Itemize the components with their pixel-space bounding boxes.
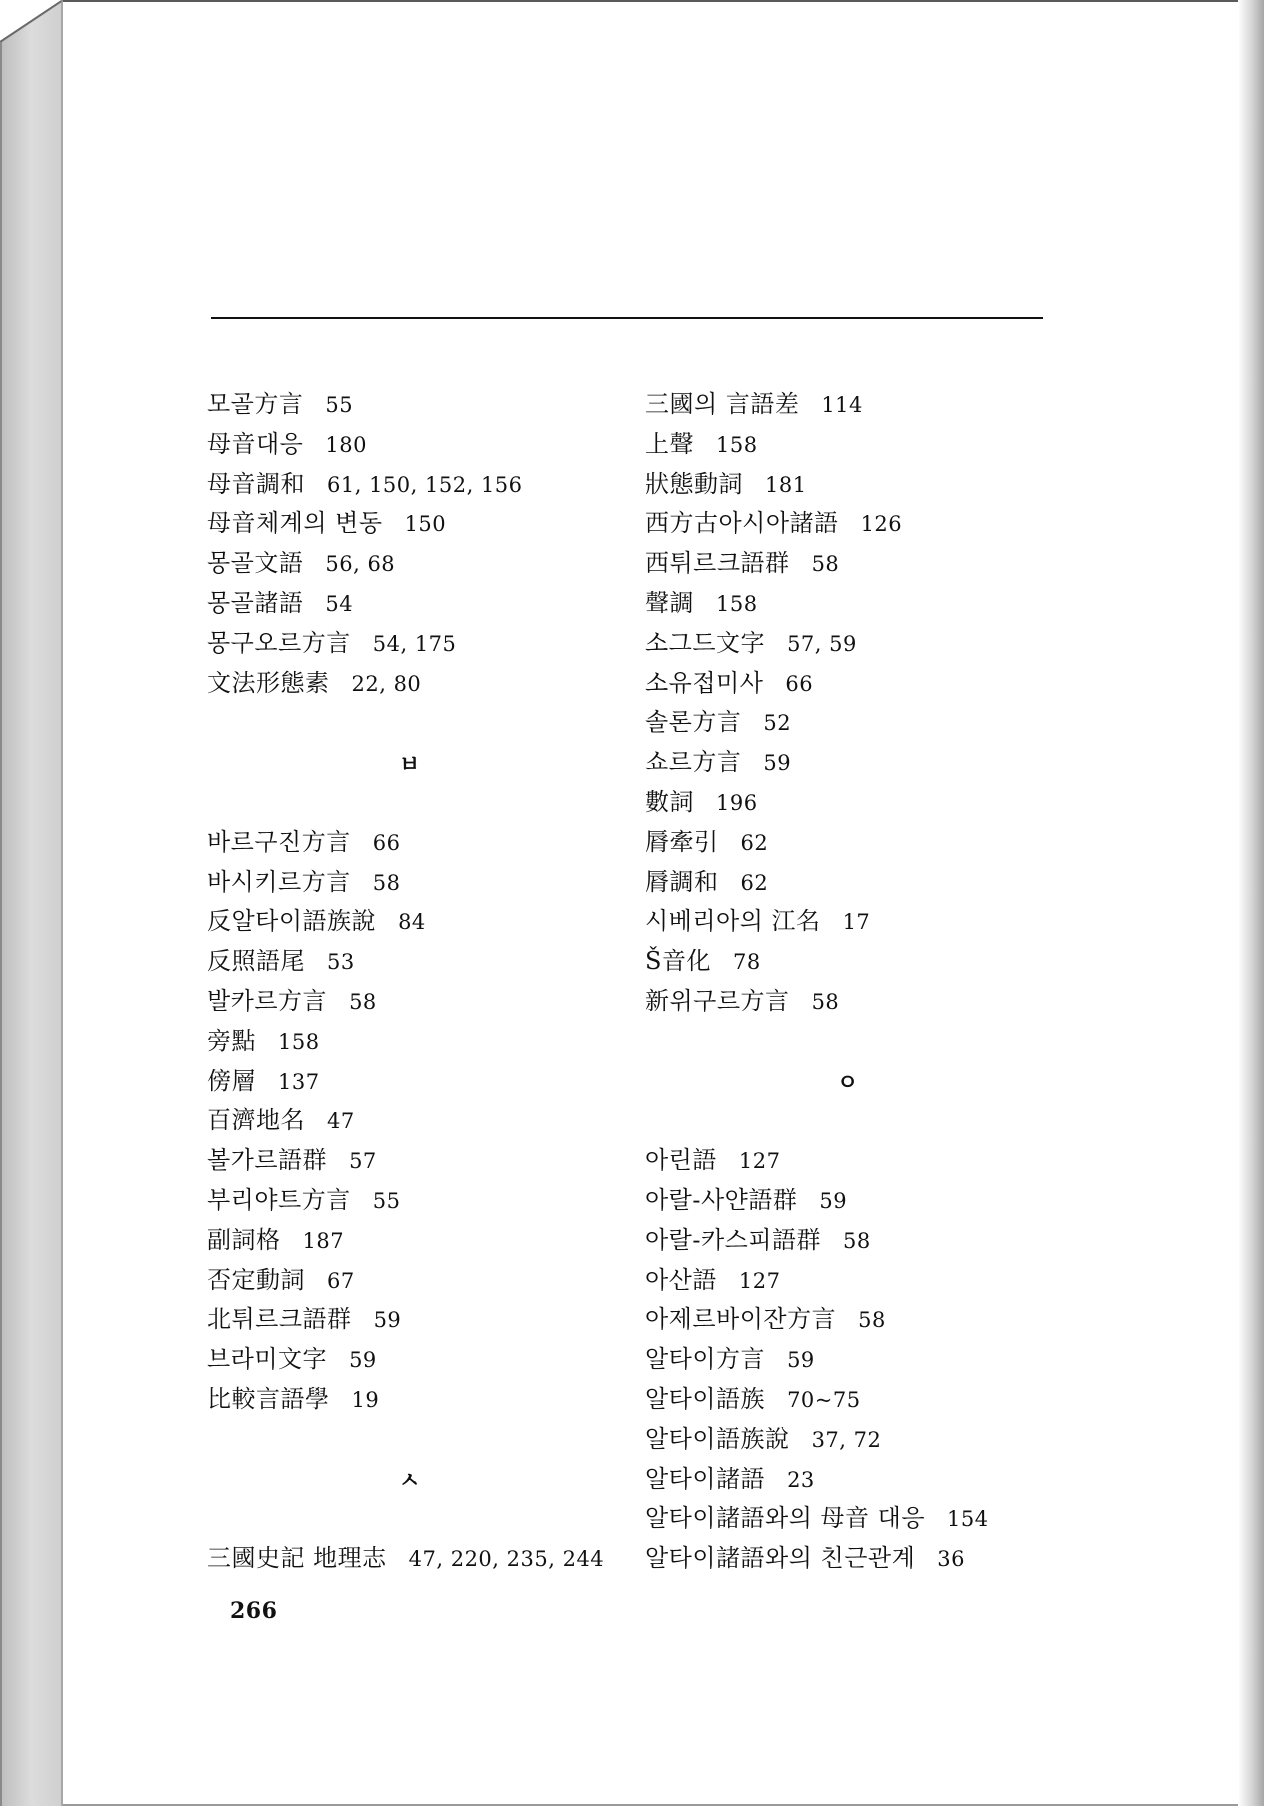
entry-pages: 66 (785, 671, 814, 696)
entry-term: 比較言語學 (207, 1384, 330, 1413)
entry-term: 否定動詞 (207, 1265, 305, 1294)
entry-term: 알타이諸語와의 母音 대응 (645, 1504, 926, 1533)
entry-pages: 58 (372, 870, 401, 895)
entry-pages: 59 (819, 1188, 848, 1213)
index-entry (207, 584, 612, 624)
entry-term: 부리야트方言 (207, 1185, 351, 1214)
section-heading: ㅅ (398, 1467, 421, 1494)
entry-term: 聲調 (645, 588, 694, 617)
entry-pages: 150 (404, 512, 447, 537)
entry-term: 百濟地名 (207, 1106, 305, 1135)
index-entry (645, 544, 1050, 584)
entry-pages: 180 (325, 432, 367, 457)
index-entry (645, 902, 1050, 942)
index-entry (207, 1261, 612, 1301)
entry-pages: 66 (372, 830, 401, 855)
index-entry (645, 1460, 1050, 1500)
entry-term: 아린語 (645, 1146, 717, 1175)
entry-term: 아랄-사얀語群 (645, 1185, 798, 1214)
entry-pages: 54 (325, 591, 354, 616)
index-entry (645, 1221, 1050, 1261)
index-column-left (207, 385, 612, 1579)
index-entry (207, 863, 612, 903)
index-entry (207, 1380, 612, 1420)
index-entry (645, 703, 1050, 743)
entry-term: 數詞 (645, 787, 694, 816)
entry-pages: 58 (349, 989, 377, 1014)
index-entry (645, 664, 1050, 704)
index-entry (645, 1380, 1050, 1420)
index-entry (207, 942, 612, 982)
entry-pages: 59 (763, 751, 792, 776)
entry-term: 소유접미사 (645, 668, 764, 697)
index-entry (645, 1141, 1050, 1181)
index-entry (645, 624, 1050, 664)
entry-pages: 52 (763, 711, 792, 736)
index-entry (645, 1300, 1050, 1340)
index-entry (207, 1539, 612, 1579)
entry-pages: 36 (937, 1547, 966, 1572)
entry-pages: 62 (740, 830, 769, 855)
entry-term: 西方古아시아諸語 (645, 509, 839, 538)
entry-term: 알타이語族 (645, 1384, 766, 1413)
section-heading: ㅇ (836, 1069, 859, 1096)
entry-term: 三國史記 地理志 (207, 1544, 387, 1573)
index-column-right (645, 385, 1050, 1579)
entry-term: 알타이諸語 (645, 1464, 766, 1493)
entry-term: 母音調和 (207, 469, 305, 498)
entry-term: 브라미文字 (207, 1345, 328, 1374)
entry-term: 모골方言 (207, 390, 304, 418)
entry-pages: 137 (278, 1069, 320, 1094)
entry-term: 新위구르方言 (645, 986, 790, 1015)
entry-pages: 196 (716, 790, 758, 815)
entry-term: 副詞格 (207, 1225, 281, 1254)
entry-term: Š音化 (645, 947, 711, 976)
entry-pages: 17 (842, 910, 871, 935)
index-entry (207, 624, 612, 664)
entry-pages: 59 (373, 1308, 402, 1333)
entry-pages: 84 (398, 910, 426, 935)
entry-term: 알타이諸語와의 친근관계 (645, 1544, 916, 1573)
entry-term: 北튀르크語群 (207, 1305, 352, 1334)
index-entry (207, 1340, 612, 1380)
entry-pages: 58 (811, 989, 840, 1014)
index-entry (207, 1181, 612, 1221)
entry-pages: 114 (821, 393, 863, 417)
entry-term: 몽골諸語 (207, 588, 304, 617)
entry-term: 볼가르語群 (207, 1146, 328, 1175)
index-entry (645, 465, 1050, 505)
index-entry (207, 385, 612, 425)
entry-pages: 70~75 (787, 1387, 861, 1412)
entry-term: 알타이語族說 (645, 1424, 790, 1453)
index-entry (207, 664, 612, 704)
entry-term: 아제르바이잔方言 (645, 1305, 837, 1334)
entry-pages: 57 (349, 1149, 377, 1174)
entry-pages: 59 (787, 1348, 815, 1373)
index-section (207, 1420, 612, 1579)
entry-term: 몽골文語 (207, 549, 304, 578)
index-entry (645, 504, 1050, 544)
index-entry (207, 1300, 612, 1340)
index-section (207, 385, 612, 703)
entry-pages: 67 (327, 1268, 355, 1293)
entry-term: 발카르方言 (207, 986, 328, 1015)
index-entry (207, 1141, 612, 1181)
index-entry (207, 465, 612, 505)
index-entry (645, 783, 1050, 823)
entry-pages: 126 (860, 512, 903, 537)
entry-pages: 47, 220, 235, 244 (408, 1547, 605, 1572)
index-entry (645, 1499, 1050, 1539)
entry-pages: 56, 68 (325, 552, 396, 577)
entry-pages: 19 (351, 1387, 380, 1412)
index-entry (645, 942, 1050, 982)
index-entry (645, 1340, 1050, 1380)
index-entry (207, 1062, 612, 1102)
entry-pages: 127 (738, 1268, 781, 1293)
entry-pages: 62 (740, 870, 769, 895)
index-entry (207, 1101, 612, 1141)
entry-pages: 55 (325, 393, 354, 417)
entry-pages: 154 (947, 1507, 989, 1532)
index-entry (207, 982, 612, 1022)
entry-pages: 127 (738, 1149, 781, 1174)
entry-pages: 58 (843, 1228, 871, 1253)
entry-pages: 54, 175 (372, 631, 457, 656)
entry-term: 솔론方言 (645, 708, 742, 737)
index-entry (207, 823, 612, 863)
entry-term: 알타이方言 (645, 1345, 766, 1374)
entry-term: 시베리아의 江名 (645, 907, 821, 936)
page-shadow (1238, 0, 1264, 1806)
entry-term: 反照語尾 (207, 947, 305, 976)
index-entry (645, 743, 1050, 783)
index-entry (207, 1022, 612, 1062)
entry-term: 아랄-카스피語群 (645, 1225, 822, 1254)
index-entry (645, 1539, 1050, 1579)
index-entry (645, 584, 1050, 624)
entry-term: 狀態動詞 (645, 469, 743, 498)
entry-term: 脣調和 (645, 867, 719, 896)
index-entry (207, 1221, 612, 1261)
entry-pages: 158 (716, 591, 758, 616)
entry-pages: 58 (811, 552, 840, 577)
entry-term: 母音대응 (207, 429, 304, 458)
entry-term: 傍層 (207, 1066, 256, 1095)
entry-term: 몽구오르方言 (207, 628, 351, 657)
entry-pages: 22, 80 (351, 671, 422, 696)
entry-pages: 59 (349, 1348, 377, 1373)
index-entry (645, 863, 1050, 903)
entry-term: 文法形態素 (207, 668, 330, 697)
index-entry (645, 385, 1050, 425)
entry-term: 母音체계의 변동 (207, 509, 383, 538)
index-entry (645, 823, 1050, 863)
index-entry (645, 425, 1050, 465)
index-section (645, 385, 1050, 1022)
entry-term: 上聲 (645, 429, 694, 458)
index-entry (207, 902, 612, 942)
index-entry (207, 544, 612, 584)
index-section (207, 703, 612, 1419)
entry-pages: 181 (765, 472, 807, 497)
entry-term: 바시키르方言 (207, 867, 351, 896)
entry-term: 아산語 (645, 1265, 717, 1294)
book-edge (0, 0, 63, 1806)
entry-term: 反알타이語族說 (207, 907, 377, 936)
index-entry (207, 425, 612, 465)
entry-term: 바르구진方言 (207, 827, 351, 856)
index-entry (645, 1261, 1050, 1301)
index-entry (645, 1420, 1050, 1460)
entry-pages: 58 (858, 1308, 886, 1333)
entry-pages: 47 (327, 1109, 355, 1134)
entry-term: 旁點 (207, 1026, 256, 1055)
header-rule (211, 317, 1043, 319)
entry-pages: 37, 72 (811, 1427, 882, 1452)
index-entry (645, 982, 1050, 1022)
entry-pages: 57, 59 (787, 631, 857, 656)
page-number: 266 (230, 1598, 278, 1624)
section-heading: ㅂ (398, 751, 421, 778)
entry-pages: 53 (327, 950, 355, 975)
index-entry (645, 1181, 1050, 1221)
entry-pages: 158 (716, 432, 758, 457)
entry-pages: 61, 150, 152, 156 (327, 472, 523, 497)
entry-pages: 55 (372, 1188, 401, 1213)
entry-term: 쇼르方言 (645, 748, 742, 777)
entry-term: 三國의 言語差 (645, 390, 800, 418)
index-entry (207, 504, 612, 544)
entry-pages: 187 (302, 1228, 345, 1253)
entry-term: 소그드文字 (645, 628, 766, 657)
index-section (645, 1022, 1050, 1579)
entry-pages: 23 (787, 1467, 815, 1492)
entry-pages: 78 (732, 950, 761, 975)
entry-term: 脣牽引 (645, 827, 719, 856)
entry-pages: 158 (278, 1029, 320, 1054)
entry-term: 西튀르크語群 (645, 549, 790, 578)
